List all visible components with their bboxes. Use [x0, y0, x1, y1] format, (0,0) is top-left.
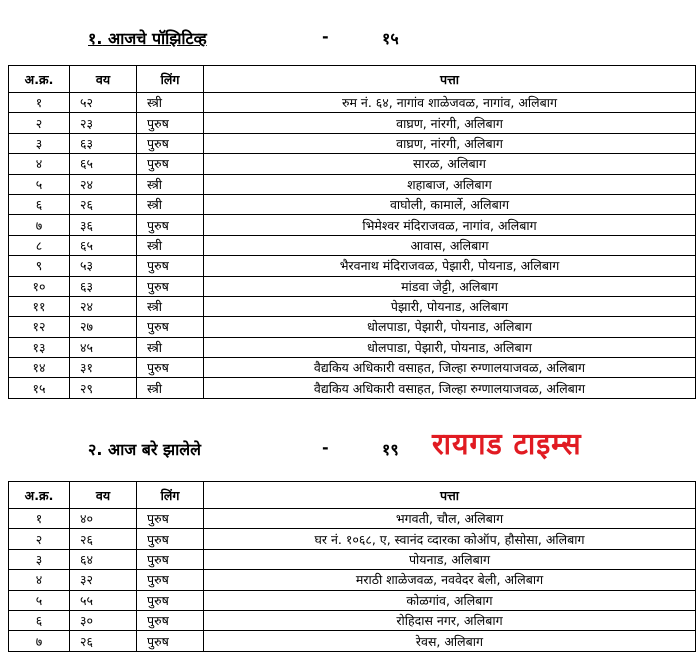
cell-serial: ५: [9, 174, 70, 194]
cell-age: ३१: [70, 358, 137, 378]
table-row: [9, 174, 696, 194]
table-row: [9, 378, 696, 398]
cell-address: भगवती, चौल, अलिबाग: [204, 509, 696, 529]
table-row: [9, 529, 696, 549]
header-gender: लिंग: [137, 482, 204, 509]
cell-address: वाघोली, कामार्ले, अलिबाग: [204, 194, 696, 214]
cell-age: ३२: [70, 570, 137, 590]
section2-dash: -: [322, 438, 329, 457]
section1-dash: -: [322, 27, 329, 46]
cell-serial: १३: [9, 337, 70, 357]
cell-age: २७: [70, 317, 137, 337]
cell-serial: १२: [9, 317, 70, 337]
cell-serial: १४: [9, 358, 70, 378]
table-row: [9, 590, 696, 610]
cell-address: कोळगांव, अलिबाग: [204, 590, 696, 610]
cell-gender: स्त्री: [137, 235, 204, 255]
cell-gender: पुरुष: [137, 256, 204, 276]
cell-address: पोयनाड, अलिबाग: [204, 549, 696, 569]
cell-age: २४: [70, 174, 137, 194]
cell-age: २४: [70, 296, 137, 316]
cell-gender: स्त्री: [137, 174, 204, 194]
cell-serial: २: [9, 113, 70, 133]
cell-gender: पुरुष: [137, 215, 204, 235]
cell-gender: पुरुष: [137, 317, 204, 337]
header-gender: लिंग: [137, 66, 204, 93]
cell-age: ३६: [70, 215, 137, 235]
cell-address: शहाबाज, अलिबाग: [204, 174, 696, 194]
table-row: [9, 509, 696, 529]
cell-gender: पुरुष: [137, 631, 204, 651]
table-row: [9, 235, 696, 255]
cell-address: घर नं. १०६८, ए, स्वानंद व्दारका कोऑप, हौसोसा, अलिबाग: [204, 529, 696, 549]
cell-serial: ७: [9, 215, 70, 235]
cell-gender: पुरुष: [137, 276, 204, 296]
cell-address: रेवस, अलिबाग: [204, 631, 696, 651]
cell-serial: ६: [9, 194, 70, 214]
table-row: [9, 256, 696, 276]
cell-address: पेझारी, पोयनाड, अलिबाग: [204, 296, 696, 316]
cell-age: २३: [70, 113, 137, 133]
positives-body: [9, 93, 696, 399]
cell-gender: स्त्री: [137, 194, 204, 214]
cell-address: वैद्यकिय अधिकारी वसाहत, जिल्हा रुग्णालयाजवळ, अलिबाग: [204, 378, 696, 398]
header-address: पत्ता: [204, 66, 696, 93]
table-row: [9, 631, 696, 651]
cell-gender: पुरुष: [137, 570, 204, 590]
section1-number: १.: [88, 29, 103, 48]
table-row: [9, 570, 696, 590]
cell-gender: स्त्री: [137, 93, 204, 113]
table-row: [9, 549, 696, 569]
cell-serial: २: [9, 529, 70, 549]
section1-heading: [88, 27, 207, 49]
section2-count: १९: [382, 440, 399, 459]
cell-age: ६५: [70, 154, 137, 174]
table-row: [9, 93, 696, 113]
cell-age: ५२: [70, 93, 137, 113]
cell-gender: स्त्री: [137, 378, 204, 398]
cell-age: ६३: [70, 276, 137, 296]
cell-gender: पुरुष: [137, 610, 204, 630]
cell-age: ४०: [70, 509, 137, 529]
cell-age: ६५: [70, 235, 137, 255]
table-row: [9, 337, 696, 357]
header-age: वय: [70, 66, 137, 93]
cell-serial: ९: [9, 256, 70, 276]
cell-serial: १०: [9, 276, 70, 296]
cell-gender: पुरुष: [137, 133, 204, 153]
cell-age: २६: [70, 631, 137, 651]
recovered-body: [9, 509, 696, 652]
cell-gender: स्त्री: [137, 296, 204, 316]
table-header-row: [9, 482, 696, 509]
header-address: पत्ता: [204, 482, 696, 509]
table-row: [9, 610, 696, 630]
cell-serial: ८: [9, 235, 70, 255]
cell-address: रुम नं. ६४, नागांव शाळेजवळ, नागांव, अलिबाग: [204, 93, 696, 113]
section2-number: २.: [88, 440, 103, 459]
recovered-table: [8, 481, 696, 652]
cell-age: ४५: [70, 337, 137, 357]
section2-heading: [88, 438, 201, 460]
cell-address: धोलपाडा, पेझारी, पोयनाड, अलिबाग: [204, 317, 696, 337]
cell-serial: १५: [9, 378, 70, 398]
raigad-times-logo: रायगड टाइम्स: [432, 427, 582, 462]
cell-address: भैरवनाथ मंदिराजवळ, पेझारी, पोयनाड, अलिबाग: [204, 256, 696, 276]
table-row: [9, 154, 696, 174]
header-age: वय: [70, 482, 137, 509]
cell-age: २६: [70, 194, 137, 214]
table-row: [9, 194, 696, 214]
cell-serial: ७: [9, 631, 70, 651]
cell-age: ३०: [70, 610, 137, 630]
cell-age: २९: [70, 378, 137, 398]
cell-gender: पुरुष: [137, 590, 204, 610]
section2-title: आज बरे झालेले: [107, 440, 201, 459]
cell-serial: १: [9, 509, 70, 529]
cell-gender: पुरुष: [137, 509, 204, 529]
positives-table: [8, 65, 696, 399]
cell-address: वाघ्रण, नांरगी, अलिबाग: [204, 133, 696, 153]
table-row: [9, 276, 696, 296]
table-row: [9, 296, 696, 316]
table-header-row: [9, 66, 696, 93]
cell-address: भिमेश्वर मंदिराजवळ, नागांव, अलिबाग: [204, 215, 696, 235]
cell-address: सारळ, अलिबाग: [204, 154, 696, 174]
cell-serial: ३: [9, 549, 70, 569]
cell-serial: ५: [9, 590, 70, 610]
cell-address: मांडवा जेट्टी, अलिबाग: [204, 276, 696, 296]
section1-title: आजचे पॉझिटिव्ह: [107, 29, 207, 48]
cell-gender: पुरुष: [137, 113, 204, 133]
cell-gender: पुरुष: [137, 549, 204, 569]
cell-address: वाघ्रण, नांरगी, अलिबाग: [204, 113, 696, 133]
cell-age: ५५: [70, 590, 137, 610]
cell-serial: ४: [9, 154, 70, 174]
cell-age: २६: [70, 529, 137, 549]
cell-serial: ६: [9, 610, 70, 630]
cell-address: वैद्यकिय अधिकारी वसाहत, जिल्हा रुग्णालयाजवळ, अलिबाग: [204, 358, 696, 378]
cell-serial: १: [9, 93, 70, 113]
cell-serial: ४: [9, 570, 70, 590]
table-row: [9, 215, 696, 235]
cell-gender: पुरुष: [137, 154, 204, 174]
table-row: [9, 317, 696, 337]
cell-gender: पुरुष: [137, 529, 204, 549]
cell-address: मराठी शाळेजवळ, नववेदर बेली, अलिबाग: [204, 570, 696, 590]
cell-gender: स्त्री: [137, 337, 204, 357]
cell-age: ६४: [70, 549, 137, 569]
cell-serial: ११: [9, 296, 70, 316]
cell-address: धोलपाडा, पेझारी, पोयनाड, अलिबाग: [204, 337, 696, 357]
table-row: [9, 133, 696, 153]
cell-age: ६३: [70, 133, 137, 153]
header-serial: अ.क्र.: [9, 482, 70, 509]
cell-gender: पुरुष: [137, 358, 204, 378]
cell-serial: ३: [9, 133, 70, 153]
section1-count: १५: [382, 29, 399, 48]
header-serial: अ.क्र.: [9, 66, 70, 93]
cell-age: ५३: [70, 256, 137, 276]
table-row: [9, 113, 696, 133]
cell-address: आवास, अलिबाग: [204, 235, 696, 255]
table-row: [9, 358, 696, 378]
cell-address: रोहिदास नगर, अलिबाग: [204, 610, 696, 630]
